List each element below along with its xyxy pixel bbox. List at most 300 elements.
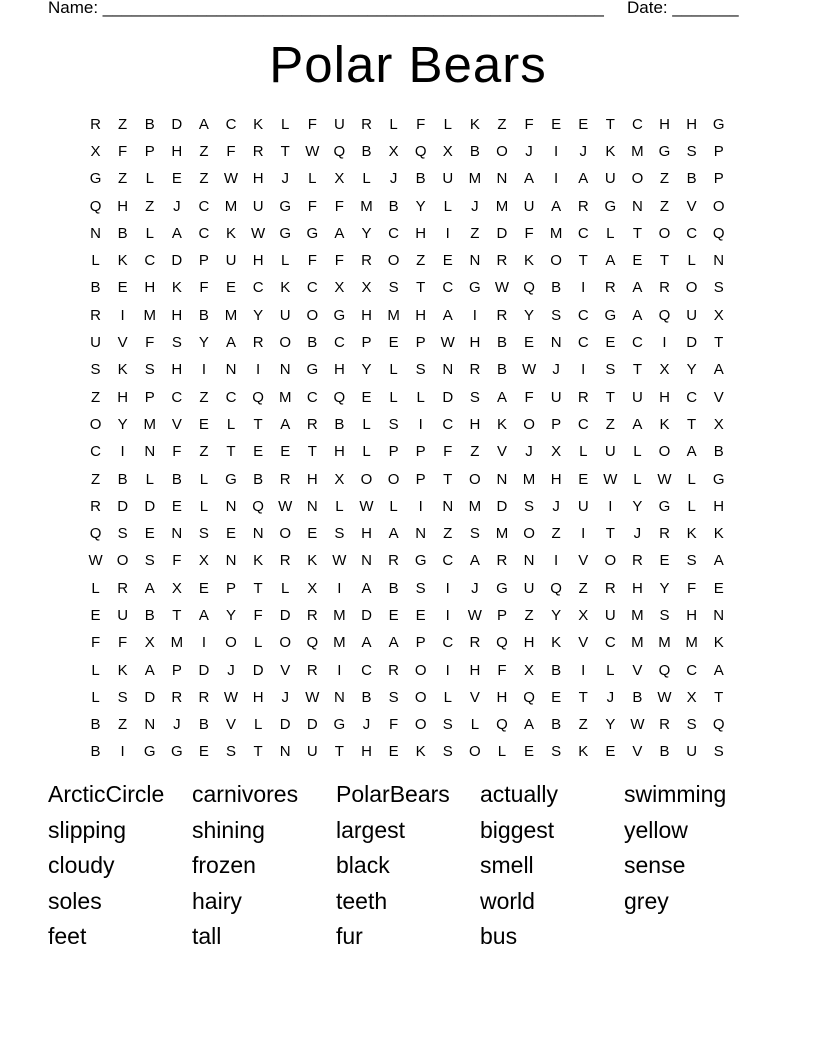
grid-letter: I [608,497,613,515]
grid-letter: B [90,716,101,734]
grid-row [82,602,742,629]
grid-letter: I [554,552,559,570]
grid-letter: Q [712,224,725,242]
grid-letter: E [226,525,237,543]
grid-row [82,657,742,684]
grid-letter: I [581,279,586,297]
grid-letter: M [278,388,292,406]
grid-letter: A [713,361,724,379]
page-title: Polar Bears [269,36,547,93]
grid-letter: E [280,443,291,461]
grid-letter: H [117,197,129,215]
grid-letter: L [91,579,100,597]
grid-row [82,247,742,274]
grid-letter: T [632,224,642,242]
grid-letter: I [337,661,342,679]
grid-letter: T [280,142,290,160]
grid-letter: K [686,525,697,543]
grid-letter: H [469,415,481,433]
grid-letter: E [524,334,535,352]
grid-letter: E [90,606,101,624]
grid-letter: G [170,743,183,761]
grid-letter: S [388,279,399,297]
grid-letter: T [714,334,724,352]
grid-letter: U [279,306,291,324]
grid-letter: H [252,252,264,270]
grid-letter: Q [333,142,346,160]
grid-letter: U [604,170,616,188]
grid-letter: Q [712,716,725,734]
grid-letter: Z [470,224,480,242]
grid-letter: A [632,306,643,324]
grid-letter: A [388,525,399,543]
grid-letter: I [445,661,450,679]
grid-letter: O [523,415,535,433]
grid-letter: W [251,224,266,242]
grid-letter: S [90,361,101,379]
grid-letter: M [549,224,563,242]
grid-letter: C [198,197,210,215]
grid-letter: U [686,306,698,324]
grid-letter: I [472,306,477,324]
grid-row [82,493,742,520]
grid-letter: M [333,606,346,624]
grid-letter: N [333,688,345,706]
grid-letter: W [657,688,672,706]
grid-letter: J [173,716,181,734]
grid-letter: W [603,470,618,488]
grid-letter: T [253,743,263,761]
grid-letter: M [170,634,184,652]
grid-letter: O [685,279,698,297]
grid-letter: N [442,497,454,515]
grid-letter: Z [199,388,209,406]
grid-letter: H [415,224,427,242]
grid-letter: R [306,415,318,433]
grid-letter: O [279,334,292,352]
grid-letter: F [443,443,453,461]
grid-letter: H [361,743,372,761]
grid-letter: S [198,525,209,543]
grid-letter: H [686,606,698,624]
grid-letter: L [362,415,371,433]
grid-letter: N [713,606,725,624]
grid-letter: X [90,142,101,160]
grid-letter: Q [496,634,508,652]
grid-letter: X [334,279,345,297]
grid-letter: B [659,743,670,761]
grid-letter: Z [605,415,615,433]
grid-letter: G [414,552,427,570]
grid-letter: T [578,252,588,270]
grid-letter: Y [198,334,209,352]
grid-letter: B [90,279,101,297]
grid-letter: D [198,661,210,679]
grid-letter: K [253,115,264,133]
grid-letter: I [256,361,261,379]
grid-letter: L [91,661,100,679]
grid-letter: R [306,606,318,624]
grid-letter: Z [551,525,561,543]
grid-letter: J [525,443,533,461]
grid-letter: P [198,252,209,270]
grid-letter: Q [252,497,264,515]
grid-letter: G [712,470,725,488]
grid-row [82,193,742,220]
grid-row [82,739,742,766]
grid-letter: I [201,634,206,652]
grid-letter: J [281,688,289,706]
grid-letter: L [606,224,615,242]
grid-letter: T [578,688,588,706]
grid-letter: R [496,306,508,324]
grid-letter: C [90,443,101,461]
grid-row [82,520,742,547]
grid-letter: W [630,716,645,734]
grid-letter: K [605,142,616,160]
grid-letter: B [117,224,128,242]
grid-letter: S [469,388,480,406]
grid-letter: P [144,388,155,406]
word-bank-item: sense [624,852,686,878]
grid-letter: X [524,661,535,679]
grid-letter: L [281,579,290,597]
grid-letter: R [361,252,372,270]
grid-letter: I [201,361,206,379]
grid-letter: K [117,361,128,379]
grid-letter: L [145,170,154,188]
grid-letter: C [252,279,264,297]
grid-letter: C [686,224,698,242]
grid-letter: R [90,115,101,133]
grid-letter: T [416,279,426,297]
grid-letter: A [334,224,345,242]
grid-row [82,302,742,329]
grid-letter: L [362,170,371,188]
word-bank-item: biggest [480,816,555,843]
grid-letter: A [524,170,535,188]
grid-letter: M [360,197,373,215]
grid-letter: H [415,306,427,324]
grid-letter: E [198,415,209,433]
grid-letter: G [333,716,346,734]
grid-letter: B [198,716,209,734]
grid-letter: T [226,443,236,461]
grid-letter: W [278,497,293,515]
grid-letter: S [659,606,670,624]
grid-letter: E [388,743,399,761]
grid-letter: U [333,115,345,133]
grid-letter: L [362,443,371,461]
grid-letter: B [361,688,372,706]
grid-letter: L [443,197,452,215]
grid-letter: I [554,142,559,160]
grid-letter: Z [578,716,588,734]
grid-letter: B [632,688,643,706]
grid-letter: H [496,688,508,706]
grid-letter: X [578,606,589,624]
grid-row [82,166,742,193]
grid-row [82,384,742,411]
grid-letter: G [658,142,671,160]
grid-letter: L [633,443,642,461]
grid-letter: H [361,525,372,543]
word-bank-item: teeth [336,887,388,914]
grid-letter: Z [578,579,588,597]
grid-letter: T [307,443,317,461]
grid-letter: X [713,306,724,324]
grid-letter: S [117,688,128,706]
word-bank-item: black [336,852,390,878]
grid-letter: N [279,361,291,379]
grid-letter: Y [117,415,128,433]
grid-letter: X [713,415,724,433]
grid-letter: N [550,334,562,352]
word-bank-item: PolarBears [336,781,450,807]
grid-letter: X [307,579,318,597]
grid-row [82,575,742,602]
grid-letter: H [171,306,183,324]
grid-letter: K [496,415,507,433]
grid-letter: L [633,470,642,488]
grid-letter: B [388,197,399,215]
grid-letter: H [171,142,183,160]
grid-letter: E [632,252,643,270]
grid-letter: O [604,552,617,570]
grid-letter: I [120,443,125,461]
grid-letter: B [361,142,372,160]
grid-row [82,439,742,466]
grid-letter: R [306,661,318,679]
grid-letter: Q [496,716,508,734]
grid-letter: P [144,142,155,160]
grid-letter: N [523,552,535,570]
grid-letter: M [495,197,509,215]
grid-letter: H [252,170,264,188]
grid-letter: G [225,470,237,488]
grid-letter: M [658,634,671,652]
grid-letter: J [362,716,371,734]
grid-letter: C [306,388,318,406]
grid-letter: C [577,334,589,352]
grid-letter: L [470,716,480,734]
grid-letter: F [334,252,344,270]
grid-letter: C [333,334,345,352]
grid-letter: U [604,443,616,461]
grid-letter: L [579,443,588,461]
grid-letter: B [117,470,128,488]
grid-letter: Q [658,661,671,679]
grid-letter: B [144,606,155,624]
grid-letter: I [337,579,342,597]
grid-letter: M [631,634,644,652]
grid-letter: I [662,334,667,352]
grid-letter: C [442,415,454,433]
grid-letter: L [145,224,154,242]
grid-letter: H [361,306,372,324]
grid-letter: B [307,334,318,352]
grid-letter: Q [550,579,562,597]
grid-letter: C [442,279,454,297]
grid-letter: F [334,197,344,215]
grid-letter: S [415,579,426,597]
grid-row [82,329,742,356]
grid-letter: Y [226,606,237,624]
grid-letter: R [469,361,481,379]
grid-letter: J [471,579,479,597]
grid-letter: L [443,688,452,706]
grid-letter: M [143,306,156,324]
grid-letter: N [171,525,183,543]
grid-letter: K [551,634,562,652]
grid-letter: U [686,743,698,761]
grid-letter: Q [658,306,671,324]
grid-letter: A [632,415,643,433]
word-bank-item: swimming [624,781,727,807]
word-bank-item: yellow [624,816,688,843]
grid-letter: S [144,361,155,379]
grid-letter: H [144,279,156,297]
grid-letter: O [306,306,319,324]
grid-letter: F [524,388,534,406]
grid-letter: Z [497,115,507,133]
grid-letter: R [496,552,508,570]
grid-letter: H [686,115,698,133]
grid-letter: H [469,661,481,679]
grid-letter: B [686,170,697,188]
word-bank-item: world [480,887,535,914]
grid-letter: D [144,688,156,706]
grid-letter: O [712,197,725,215]
grid-letter: A [469,552,480,570]
grid-letter: G [306,224,319,242]
grid-letter: A [388,634,399,652]
grid-letter: L [389,361,398,379]
grid-letter: Q [523,688,535,706]
grid-letter: R [496,252,508,270]
grid-letter: G [333,306,346,324]
grid-letter: V [226,716,237,734]
grid-letter: R [279,470,291,488]
grid-letter: E [388,606,399,624]
grid-letter: D [686,334,698,352]
grid-letter: O [89,415,102,433]
grid-letter: R [388,661,399,679]
grid-letter: I [581,661,586,679]
grid-letter: B [713,443,724,461]
word-bank-item: feet [48,923,87,949]
grid-letter: H [306,470,318,488]
grid-letter: U [550,388,562,406]
grid-letter: F [524,224,534,242]
grid-letter: N [361,552,372,570]
grid-letter: T [443,470,453,488]
grid-letter: E [713,579,724,597]
grid-letter: X [659,361,670,379]
grid-letter: V [578,634,589,652]
grid-letter: P [551,415,562,433]
grid-letter: M [522,470,536,488]
grid-letter: A [442,306,453,324]
grid-letter: W [223,688,239,706]
grid-letter: J [471,197,479,215]
grid-letter: O [550,252,562,270]
grid-letter: Z [416,252,426,270]
grid-letter: U [306,743,318,761]
grid-letter: U [90,334,101,352]
grid-letter: L [281,115,290,133]
grid-letter: H [171,361,183,379]
grid-letter: K [659,415,670,433]
grid-letter: W [88,552,103,570]
grid-letter: P [361,334,372,352]
word-bank-item: cloudy [48,852,115,878]
grid-letter: W [657,470,672,488]
grid-letter: F [388,716,399,734]
grid-letter: A [686,443,697,461]
grid-letter: R [252,142,264,160]
grid-row [82,630,742,657]
grid-letter: K [117,252,128,270]
grid-letter: R [604,579,616,597]
grid-letter: A [605,252,616,270]
grid-letter: U [442,170,454,188]
grid-letter: S [144,552,155,570]
grid-row [82,138,742,165]
grid-letter: I [418,497,423,515]
grid-letter: S [713,743,724,761]
grid-letter: N [144,716,156,734]
grid-letter: Z [145,197,155,215]
grid-letter: L [389,388,398,406]
grid-letter: W [332,552,347,570]
grid-letter: B [171,470,182,488]
grid-letter: N [225,552,237,570]
grid-letter: X [171,579,182,597]
grid-letter: L [416,388,425,406]
grid-letter: H [523,634,535,652]
grid-letter: T [632,361,642,379]
grid-letter: X [198,552,209,570]
grid-letter: L [91,688,100,706]
grid-letter: F [172,443,182,461]
grid-letter: E [578,470,589,488]
grid-letter: D [496,497,508,515]
grid-letter: G [604,197,617,215]
grid-letter: Y [605,716,616,734]
grid-letter: C [577,306,589,324]
grid-letter: U [523,579,535,597]
grid-letter: A [713,661,724,679]
grid-letter: O [360,470,373,488]
grid-letter: E [361,388,372,406]
grid-letter: T [605,525,615,543]
grid-letter: P [415,634,426,652]
grid-letter: S [605,361,616,379]
grid-letter: N [252,525,264,543]
grid-letter: E [551,688,562,706]
grid-letter: D [117,497,129,515]
grid-letter: G [306,361,319,379]
grid-letter: L [606,661,615,679]
grid-letter: O [279,634,292,652]
grid-letter: C [577,224,589,242]
grid-row [82,548,742,575]
grid-row [82,684,742,711]
grid-letter: S [388,415,399,433]
grid-letter: O [387,470,400,488]
grid-letter: D [171,252,183,270]
